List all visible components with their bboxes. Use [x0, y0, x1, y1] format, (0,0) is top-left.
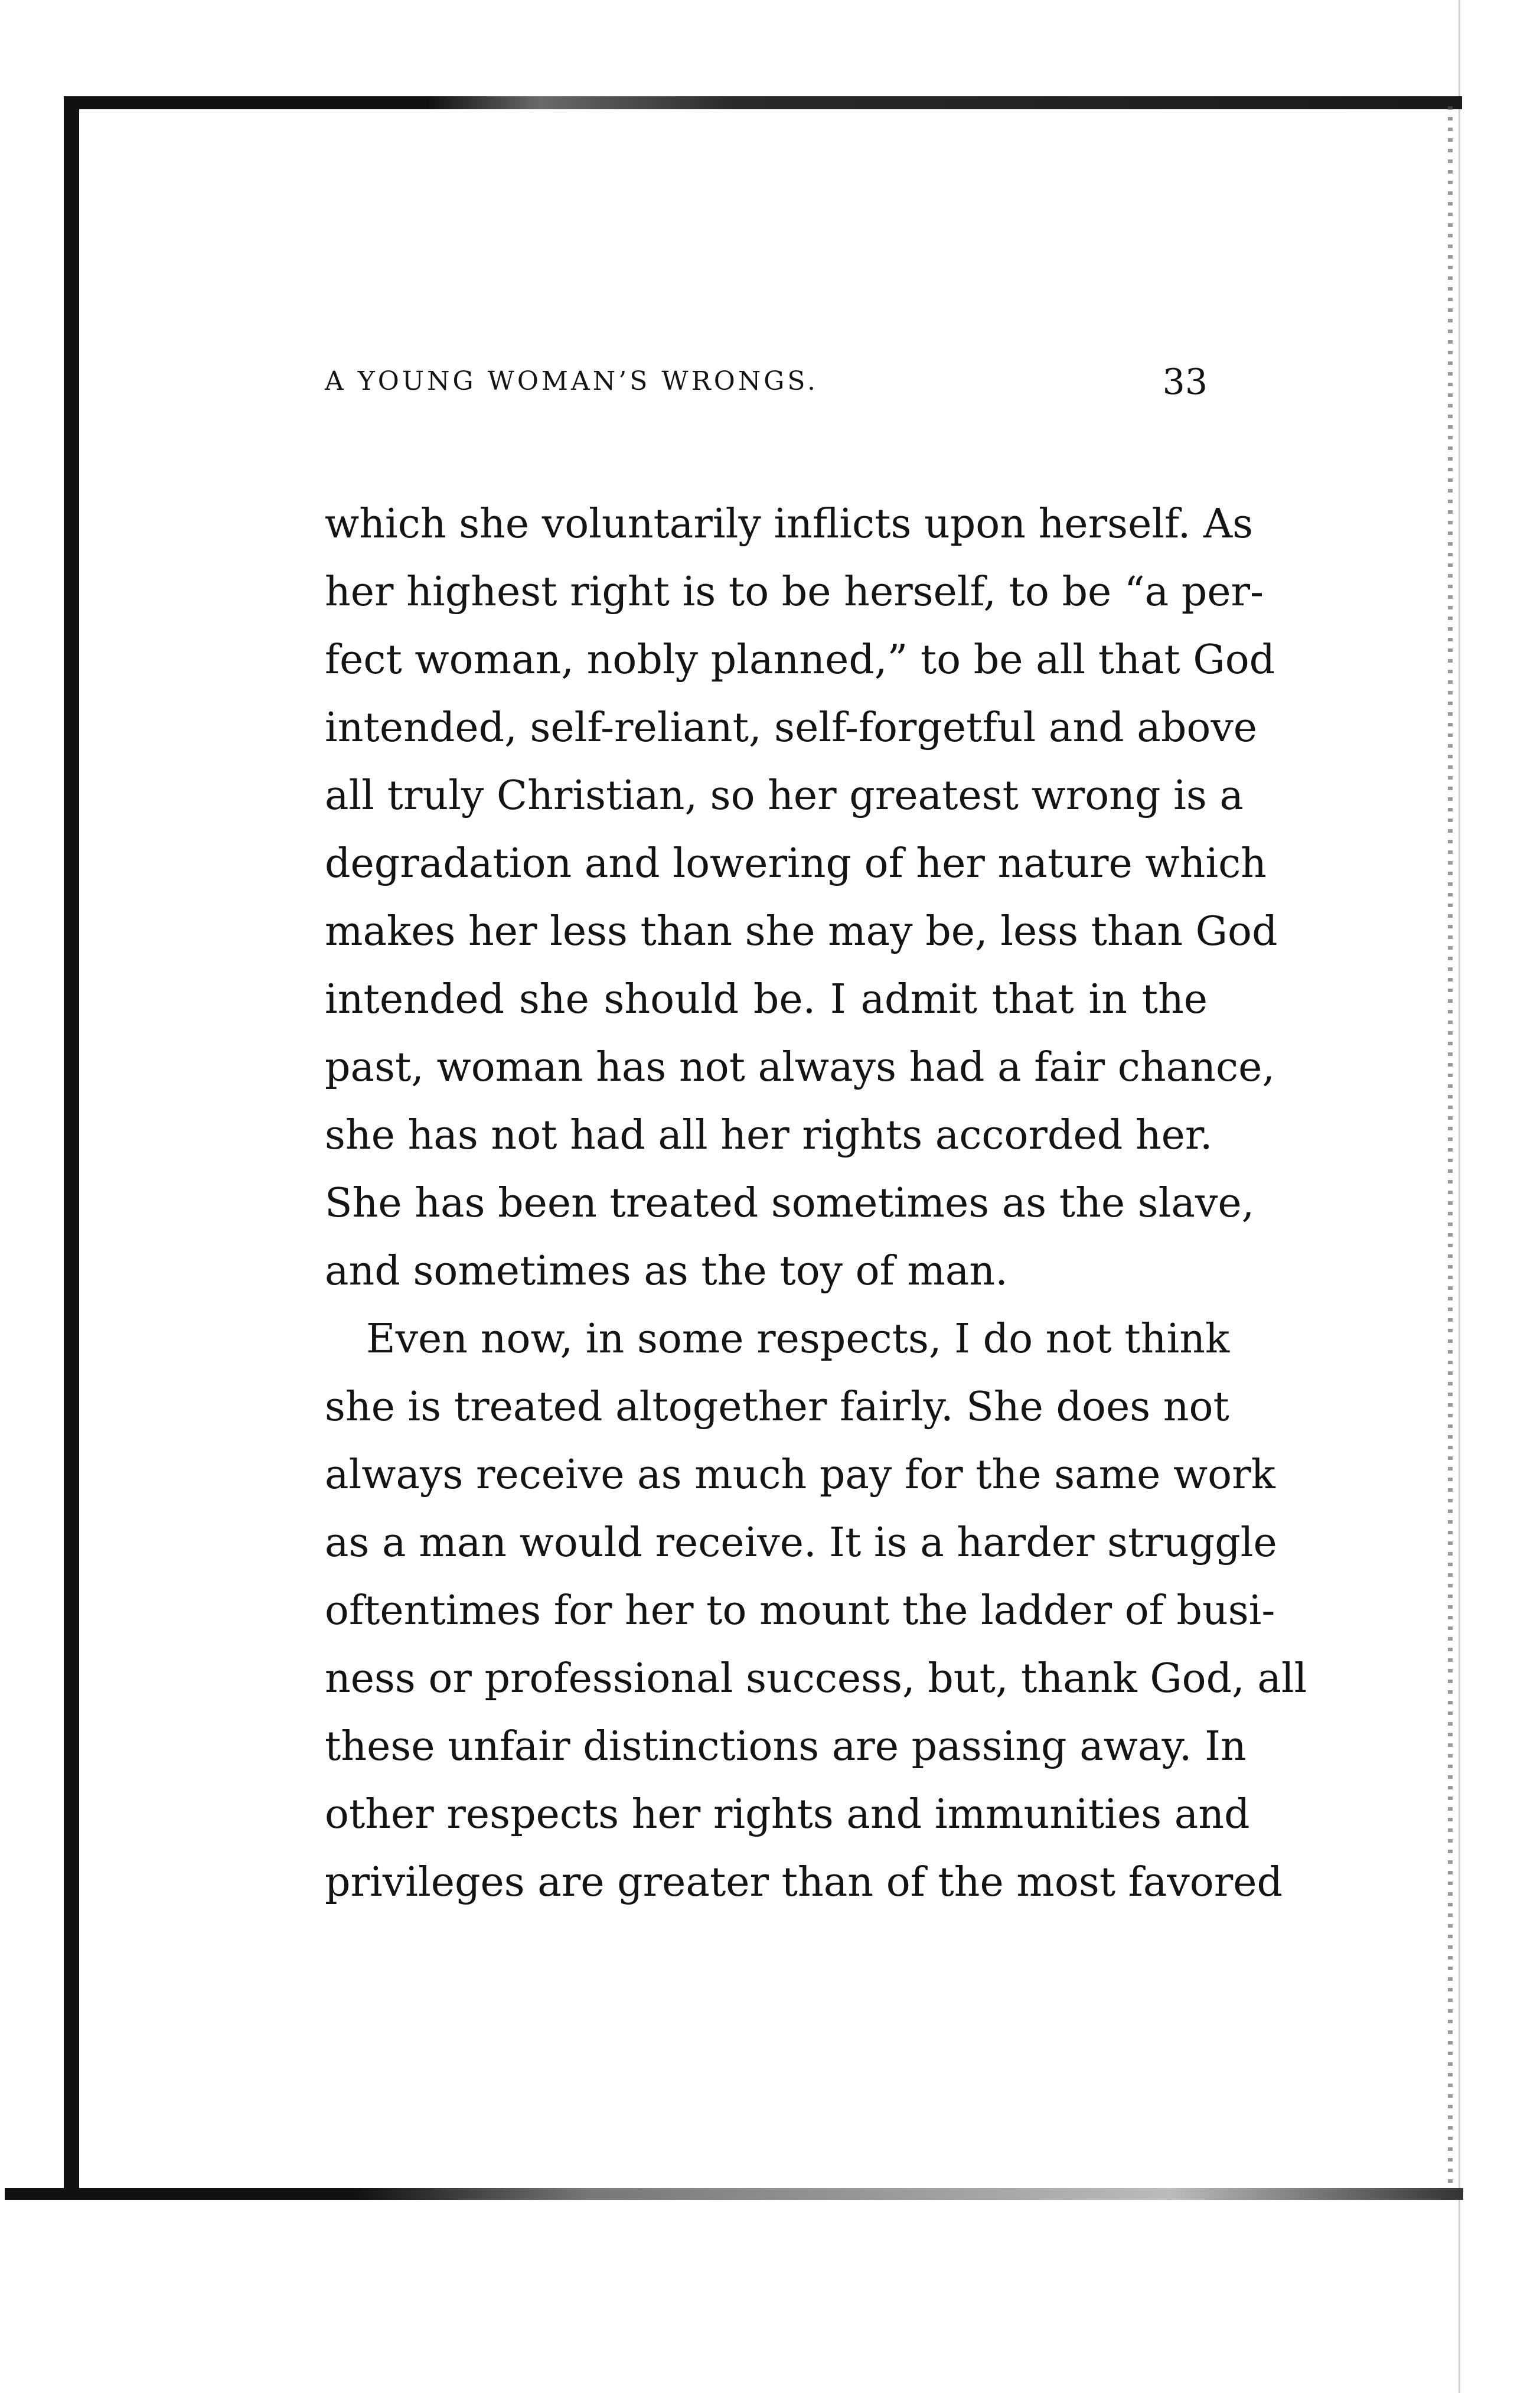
- text-line: other respects her rights and immunities and: [325, 1791, 1250, 1838]
- scan-frame-left: [64, 96, 79, 2199]
- text-line: fect woman, nobly planned,” to be all that God: [325, 637, 1275, 683]
- scan-frame-top: [64, 96, 1462, 109]
- text-line: makes her less than she may be, less than God: [325, 908, 1278, 955]
- page-number: 33: [1162, 361, 1208, 403]
- text-line: She has been treated sometimes as the slave,: [325, 1180, 1255, 1227]
- text-line: she is treated altogether fairly. She does not: [325, 1384, 1229, 1430]
- running-header: [325, 361, 1208, 407]
- text-line: past, woman has not always had a fair chance,: [325, 1044, 1275, 1091]
- text-line: she has not had all her rights accorded her.: [325, 1112, 1213, 1159]
- scan-frame-bottom: [5, 2188, 1463, 2200]
- running-title: A YOUNG WOMAN’S WRONGS.: [325, 366, 818, 396]
- text-line: her highest right is to be herself, to be “a per-: [325, 569, 1264, 615]
- text-line: these unfair distinctions are passing away. In: [325, 1723, 1247, 1770]
- text-line: which she voluntarily inflicts upon herself. As: [325, 501, 1254, 547]
- text-line: oftentimes for her to mount the ladder of busi-: [325, 1587, 1275, 1634]
- text-line: Even now, in some respects, I do not think: [366, 1316, 1230, 1362]
- text-line: all truly Christian, so her greatest wrong is a: [325, 772, 1244, 819]
- text-line: and sometimes as the toy of man.: [325, 1248, 1008, 1295]
- text-line: as a man would receive. It is a harder struggle: [325, 1520, 1277, 1566]
- page-gutter-line: [1459, 0, 1460, 2393]
- text-line: always receive as much pay for the same work: [325, 1452, 1275, 1498]
- text-line: intended she should be. I admit that in the: [325, 976, 1208, 1023]
- text-line: ness or professional success, but, thank God, all: [325, 1655, 1307, 1702]
- scan-frame-right: [1448, 106, 1453, 2191]
- text-line: degradation and lowering of her nature which: [325, 840, 1267, 887]
- text-line: privileges are greater than of the most favored: [325, 1859, 1283, 1906]
- text-line: intended, self-reliant, self-forgetful and above: [325, 705, 1257, 751]
- body-text: [325, 490, 1307, 1916]
